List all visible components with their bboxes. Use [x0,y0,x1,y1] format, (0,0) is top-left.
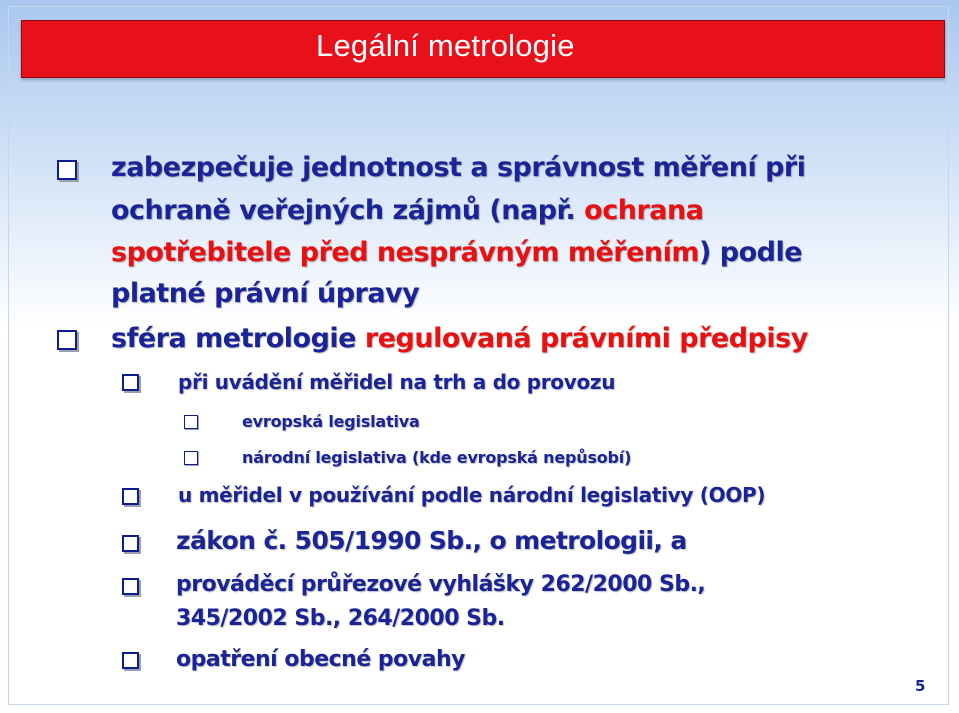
sub-item-3: zákon č. 505/1990 Sb., o metrologii, a [176,526,687,555]
item-1-line-3b: ) podle [699,237,803,268]
bullet-item-1 [111,152,806,183]
item-2-part-b: regulovaná právními předpisy [364,323,808,354]
sub-sub-item-1: evropská legislativa [242,412,420,431]
hollow-square-bullet-icon [122,488,139,505]
item-1-line-3a: spotřebitele před nesprávným měřením [111,237,700,268]
slide-title: Legální metrologie [316,28,575,63]
hollow-square-bullet-icon [184,451,198,465]
bullet-item-1-line-4 [111,278,419,309]
page-number: 5 [915,677,926,695]
slide-frame [8,6,949,705]
hollow-square-bullet-icon [122,652,139,669]
sub-item-4-line-2: 345/2002 Sb., 264/2000 Sb. [176,606,505,631]
hollow-square-bullet-icon [184,415,198,429]
hollow-square-bullet-icon [57,160,77,180]
hollow-square-bullet-icon [122,374,139,391]
bullet-item-2 [111,323,808,354]
bullet-item-1-line-2 [111,195,703,226]
item-1-line-2a: ochraně veřejných zájmů (např. [111,195,585,226]
sub-item-4-line-1: prováděcí průřezové vyhlášky 262/2000 Sb., [176,572,706,597]
item-1-line-1: zabezpečuje jednotnost a správnost měření při [111,152,806,183]
item-1-line-4: platné právní úpravy [111,278,420,309]
sub-item-1: při uvádění měřidel na trh a do provozu [178,370,616,394]
hollow-square-bullet-icon [57,330,77,350]
sub-item-5: opatření obecné povahy [176,647,465,672]
bullet-item-1-line-3 [111,237,802,268]
sub-item-2: u měřidel v používání podle národní legislativy (OOP) [178,483,766,507]
item-2-part-a: sféra metrologie [111,323,365,354]
sub-sub-item-2: národní legislativa (kde evropská nepůsobí) [242,448,632,467]
hollow-square-bullet-icon [122,535,139,552]
hollow-square-bullet-icon [122,578,139,595]
item-1-line-2b: ochrana [584,195,704,226]
